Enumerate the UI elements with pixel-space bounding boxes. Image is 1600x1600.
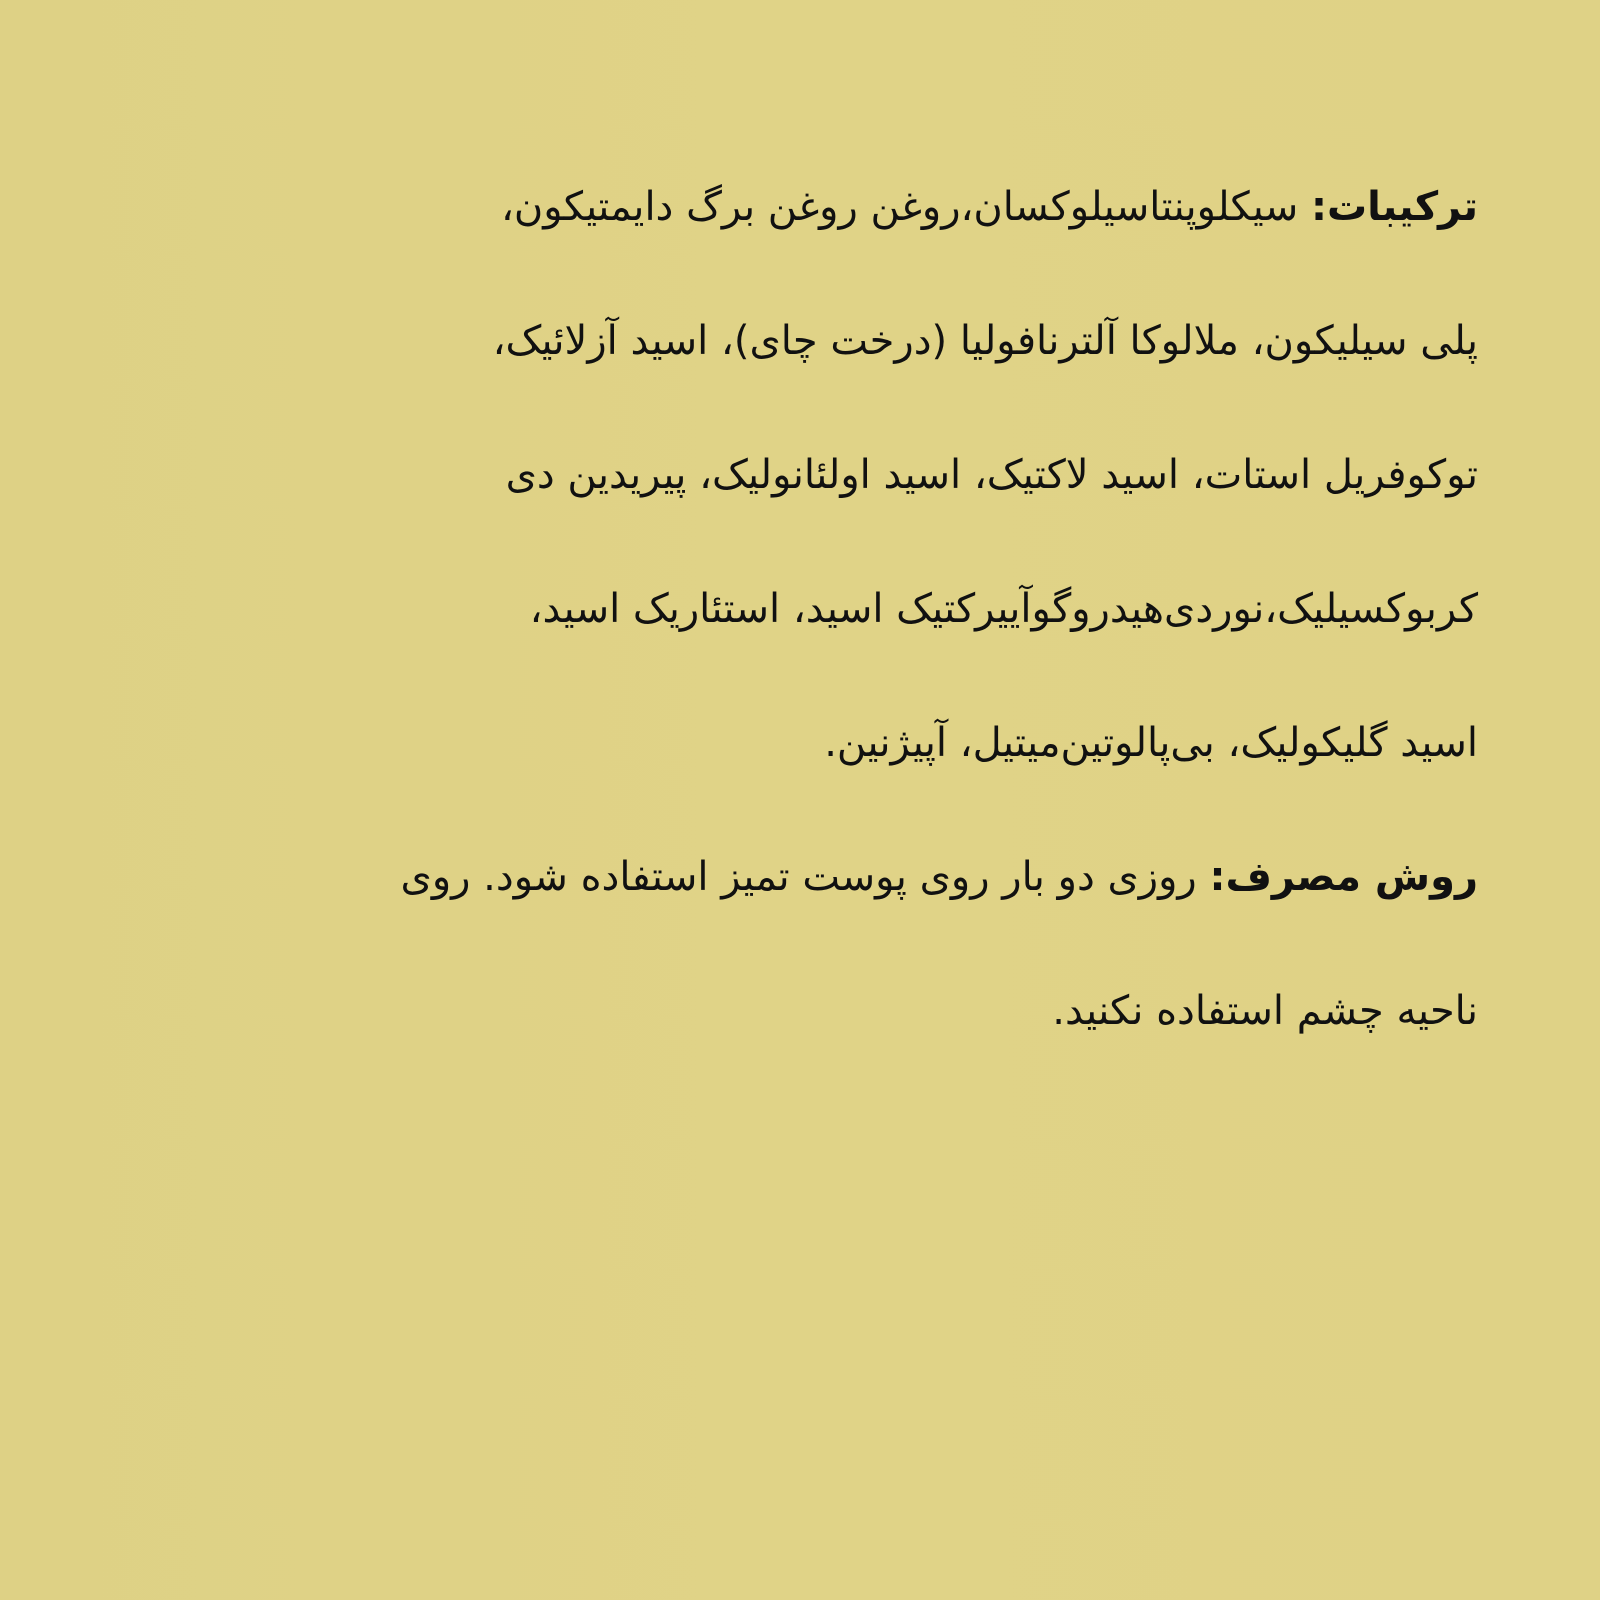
ingredients-line-2: پلی سیلیکون، ملالوکا آلترنافولیا (درخت چای)، اسید آزلائیک، xyxy=(492,318,1478,364)
usage-line-2: ناحیه چشم استفاده نکنید. xyxy=(1052,988,1478,1034)
ingredients-line-4: کربوکسیلیک،نوردی‌هیدروگوآییرکتیک اسید، استئاریک اسید، xyxy=(529,586,1478,632)
usage-line-1 xyxy=(158,810,1478,944)
ingredients-line-1 xyxy=(158,140,1478,274)
usage-label: روش مصرف: xyxy=(1209,854,1478,900)
usage-text-1: روزی دو بار روی پوست تمیز استفاده شود. روی xyxy=(400,854,1197,900)
ingredients-text-1: سیکلوپنتاسیلوکسان،روغن روغن برگ دایمتیکون، xyxy=(501,184,1299,230)
ingredients-line-3: توکوفریل استات، اسید لاکتیک، اسید اولئانولیک، پیریدین دی xyxy=(505,452,1478,498)
product-description xyxy=(158,140,1478,1078)
ingredients-label: ترکیبات: xyxy=(1310,184,1478,230)
ingredients-line-5: اسید گلیکولیک، بی‌پالوتین‌میتیل، آپیژنین. xyxy=(824,720,1478,766)
